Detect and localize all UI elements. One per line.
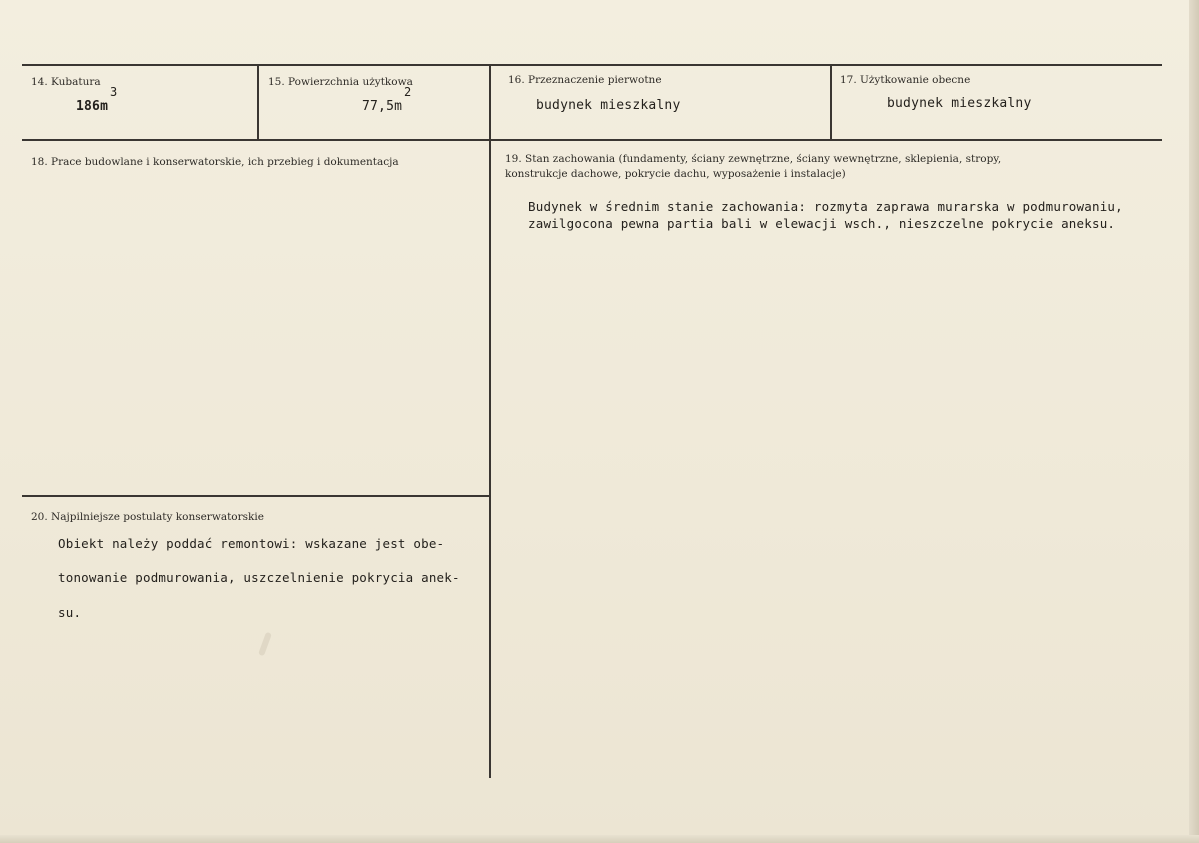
top-rule	[22, 64, 1162, 66]
field-16-value: budynek mieszkalny	[536, 98, 681, 113]
field-18-label: 18. Prace budowlane i konserwatorskie, ich przebieg i dokumentacja	[31, 156, 399, 168]
field-20-text-line1: Obiekt należy poddać remontowi: wskazane jest obe-	[58, 536, 445, 551]
field-14-label: 14. Kubatura	[31, 76, 101, 88]
field-19-label-line2: konstrukcje dachowe, pokrycie dachu, wyposażenie i instalacje)	[505, 168, 846, 180]
field-15-label: 15. Powierzchnia użytkowa	[268, 76, 413, 88]
field-15-superscript: 2	[404, 85, 412, 99]
field-15-value: 77,5m	[362, 99, 403, 114]
field-20-text-line3: su.	[58, 605, 82, 620]
field-16-label: 16. Przeznaczenie pierwotne	[508, 74, 662, 86]
col-divider-15-16	[489, 65, 491, 140]
field-19-text-line1: Budynek w średnim stanie zachowania: rozmyta zaprawa murarska w podmurowaniu,	[528, 199, 1123, 214]
card-right-edge	[1189, 0, 1199, 843]
field-20-text-line2: tonowanie podmurowania, uszczelnienie pokrycia anek-	[58, 570, 460, 585]
col-divider-14-15	[257, 65, 259, 140]
paper-smudge	[258, 632, 272, 657]
field-19-label-line1: 19. Stan zachowania (fundamenty, ściany zewnętrzne, ściany wewnętrzne, sklepienia, stropy,	[505, 153, 1002, 165]
row1-bottom-rule	[22, 139, 1162, 141]
field-14-value: 186m	[76, 99, 109, 114]
main-vertical-divider	[489, 140, 491, 778]
field-20-label: 20. Najpilniejsze postulaty konserwatorskie	[31, 511, 264, 523]
field-17-value: budynek mieszkalny	[887, 96, 1032, 111]
field-19-text-line2: zawilgocona pewna partia bali w elewacji wsch., nieszczelne pokrycie aneksu.	[528, 216, 1116, 231]
section-18-20-divider	[22, 495, 490, 497]
field-17-label: 17. Użytkowanie obecne	[840, 74, 971, 86]
card-bottom-edge	[0, 835, 1199, 843]
field-14-superscript: 3	[110, 85, 118, 99]
col-divider-16-17	[830, 65, 832, 140]
